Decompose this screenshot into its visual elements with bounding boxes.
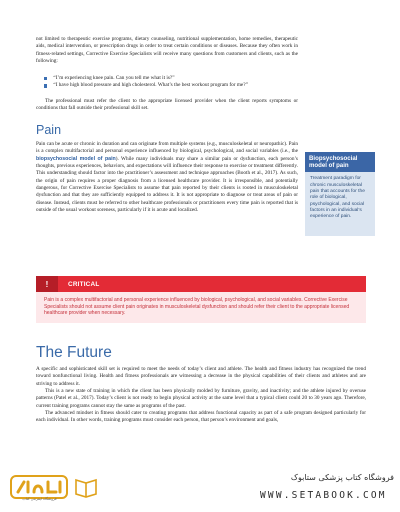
definition-sidebar bbox=[305, 152, 375, 236]
future-paragraph-3: The advanced mindset in fitness should cater to creating programs that address functional capacity as part of a safe program designed particularly for each individual. In other words, training programs must consider each person, that person’s environment and goals, bbox=[36, 410, 366, 424]
critical-title: CRITICAL bbox=[68, 280, 100, 288]
shop-name: فروشگاه کتاب پزشکی ستابوک bbox=[290, 473, 394, 482]
critical-body: Pain is a complex multifactorial and personal experience influenced by biological, psychological, and social variables. Corrective Exercise Specialists should not assume client pain originates in musculoskeletal dysfunction and should refer their client to the appropriate licensed healthcare provider when necessary. bbox=[36, 292, 366, 323]
section-heading-pain: Pain bbox=[36, 123, 62, 137]
bullet-icon bbox=[44, 77, 47, 80]
sidebar-title: Biopsychosocial model of pain bbox=[305, 152, 375, 172]
section-heading-future: The Future bbox=[36, 344, 112, 361]
book-badge bbox=[74, 476, 98, 498]
critical-callout bbox=[36, 276, 366, 323]
future-paragraphs bbox=[36, 366, 366, 425]
referral-paragraph-block bbox=[36, 98, 298, 113]
bullet-text: “I have high blood pressure and high cholesterol. What’s the best workout program for me?” bbox=[53, 82, 248, 89]
pain-text-start: Pain can be acute or chronic in duration and can originate from multiple systems (e.g., musculoskeletal or neuropathic). Pain is a complex multifactorial and personal experience influenced by biological, psychological, and social variables (i.e., the bbox=[36, 141, 298, 155]
critical-header bbox=[36, 276, 366, 292]
bullet-icon bbox=[44, 84, 47, 87]
intro-paragraph: not limited to therapeutic exercise programs, dietary counseling, nutritional supplementation, home remedies, therapeutic aids, medical intervention, or prescription drugs in order to treat certain conditions or diseases. Because they often work in fitness-related settings, Corrective Exercise Specialists will receive many questions from customers and clients, such as the following: bbox=[36, 36, 298, 65]
site-url: WWW.SETABOOK.COM bbox=[260, 490, 387, 501]
setabook-logo-icon bbox=[10, 474, 68, 506]
setabook-logo bbox=[10, 474, 68, 506]
exclamation-icon: ! bbox=[36, 276, 58, 292]
referral-paragraph: The professional must refer the client to the appropriate licensed provider when the client reports symptoms or conditions that fall outside their professional skill set. bbox=[36, 98, 298, 112]
future-paragraph-2: This is a new state of training in which the client has been physically molded by furniture, gravity, and inactivity; and the athlete injured by overuse patterns (Patel et al., 2017). Today’s client is not ready to begin physical activity at the same level that a typical client could 20 to 30 years ago. Therefore, current training programs cannot stay the same as programs of the past. bbox=[36, 388, 366, 409]
book-icon bbox=[74, 476, 98, 498]
bullet-item bbox=[44, 82, 298, 89]
logo-subtitle: فروشگاه اینترنتی کتاب bbox=[22, 497, 57, 501]
bullet-list bbox=[36, 75, 298, 90]
pain-text-end: ). While many individuals may share a similar pain or dysfunction, each person’s thoughts, previous experiences, behaviors, and expectations will influence their response to exercise or treatment differently. This understanding should factor into the practitioner’s assessment and technique approaches (Booth et al., 2017). As such, the origin of pain requires a proper diagnosis from a licensed healthcare provider. It is irresponsible, and potentially dangerous, for Corrective Exercise Specialists to assume that pain reported by their clients is rooted in musculoskeletal dysfunction and that they are sufficiently equipped to address it. It is not appropriate to diagnose or treat areas of pain or disease. Instead, clients must be referred to other healthcare professionals or practitioners every time pain is reported that is outside of the usual workout soreness, particularly if it is acute and localized. bbox=[36, 155, 298, 214]
sidebar-definition: Treatment paradigm for chronic musculoskeletal pain that accounts for the role of biological, psychological, and social factors in an individual’s experience of pain. bbox=[305, 172, 375, 236]
pain-paragraph bbox=[36, 141, 298, 214]
biopsychosocial-term: biopsychosocial model of pain bbox=[36, 155, 116, 162]
future-paragraph-1: A specific and sophisticated skill set is required to meet the needs of today’s client and athlete. The health and fitness industry has recognized the trend toward nonfunctional living. Health and fitness professionals are witnessing a decrease in the physical capabilities of their clients and athletes and are striving to address it. bbox=[36, 366, 366, 387]
pain-paragraph-block bbox=[36, 141, 298, 214]
intro-paragraph-block bbox=[36, 36, 298, 65]
bullet-text: “I’m experiencing knee pain. Can you tell me what it is?” bbox=[53, 75, 175, 81]
